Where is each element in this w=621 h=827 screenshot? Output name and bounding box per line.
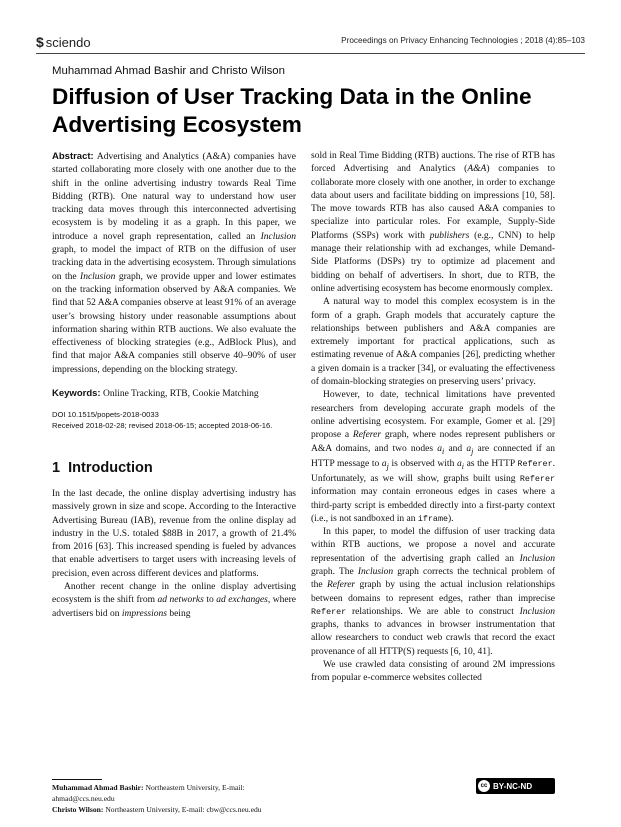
footnote-author-1: Muhammad Ahmad Bashir: Northeastern University, E-mail: ahmad@ccs.neu.edu [52, 783, 245, 803]
doi-link[interactable]: DOI 10.1515/popets-2018-0033 [52, 410, 159, 420]
keywords-label: Keywords: [52, 388, 101, 400]
section-heading [52, 460, 153, 476]
abstract-label: Abstract: [52, 151, 94, 162]
right-column [311, 150, 555, 686]
right-paragraph-5: We use crawled data consisting of around 2M impressions from popular e-commerce websites collected [311, 660, 555, 684]
page-header [36, 34, 585, 52]
header-divider [36, 53, 585, 54]
footnote-divider [52, 779, 102, 780]
author-list: Muhammad Ahmad Bashir and Christo Wilson [52, 65, 285, 77]
author-affiliations [52, 783, 296, 817]
keywords [52, 387, 296, 401]
journal-citation: Proceedings on Privacy Enhancing Technologies ; 2018 (4):85–103 [341, 36, 585, 45]
right-paragraph-4: In this paper, to model the diffusion of user tracking data within RTB auctions, we propose a novel and accurate representation of the advertising graph called an Inclusion graph. The Inclusion graph corrects the technical problem of the Referer graph by using the actual inclusion relationships between domains to represent edges, rather than imprecise Referer relationships. We are able to construct Inclusion graphs, thanks to advances in browser instrumentation that allow researchers to conduct web crawls that record the exact provenance of all HTTP(S) requests [6, 10, 41]. [311, 527, 555, 657]
footnote-author-2: Christo Wilson: Northeastern University, E-mail: cbw@ccs.neu.edu [52, 805, 262, 815]
right-paragraph-3: However, to date, technical limitations have prevented researchers from developing accurate graph models of the online advertising ecosystem. For example, Gomer et al. [29] propose a Referer graph, where nodes represent publishers or A&A domains, and two nodes $a_i$ and $a_j$ are connected if an HTTP message to $a_j$ is observed with $a_i$ as the HTTP Referer. Unfortunately, as we will show, graphs built using Referer information may contain erroneous edges in cases where a third-party script is embedded directly into a first-party context (i.e., is not sandboxed in an iframe). [311, 390, 556, 524]
sciendo-logo-icon: $ [36, 34, 43, 50]
publisher-name: sciendo [45, 34, 91, 50]
keywords-text: Online Tracking, RTB, Cookie Matching [100, 389, 259, 400]
paper-title: Diffusion of User Tracking Data in the Online Advertising Ecosystem [52, 84, 532, 137]
right-paragraph-2: A natural way to model this complex ecosystem is in the form of a graph. Graph models that accurately capture the relationships between publishers and A&A companies are extremely important for practical applications, such as estimating revenue of A&A companies [26], predicting whether a given domain is a tracker [34], or evaluating the effectiveness of domain-blocking strategies on preserving users’ privacy. [311, 297, 555, 388]
section-number: 1 [52, 460, 61, 476]
introduction-text [52, 488, 296, 621]
received-dates: Received 2018-02-28; revised 2018-06-15; accepted 2018-06-16. [52, 421, 273, 431]
license-label: BY-NC-ND [493, 781, 533, 791]
intro-paragraph-2: Another recent change in the online display advertising ecosystem is the shift from ad networks to ad exchanges, where advertisers bid on impressions being [52, 582, 296, 619]
intro-paragraph-1: In the last decade, the online display advertising industry has massively grown in size and scope. According to the Interactive Advertising Bureau (IAB), revenue from the online display ad industry in the U.S. totaled $88B in 2017, a growth of 21.4% from 2016 [63]. This increased spending is fueled by advances that enable advertisers to target users with increasing levels of precision, even across different devices and platforms. [52, 489, 296, 579]
publisher-logo[interactable] [36, 34, 91, 50]
abstract: Abstract: Advertising and Analytics (A&A) companies have started collaborating more closely with one another due to the shift in the online advertising industry towards Real Time Bidding (RTB). One natural way to understand how user tracking data moves through this interconnected advertising ecosystem is by modeling it as a graph. In this paper, we introduce a novel graph representation, called an Inclusion graph, to model the impact of RTB on the diffusion of user tracking data in the advertising ecosystem. Through simulations on the Inclusion graph, we provide upper and lower estimates on the tracking information observed by A&A companies. We find that 52 A&A companies observe at least 91% of an average user’s browsing history under reasonable assumptions about information sharing within RTB auctions. We also evaluate the effectiveness of blocking strategies (e.g., AdBlock Plus), and find that major A&A companies still observe 40–90% of user impressions, depending on the blocking strategy. [52, 151, 297, 375]
section-title: Introduction [68, 460, 153, 476]
cc-license-badge[interactable] [476, 778, 555, 794]
left-column [52, 150, 296, 431]
creative-commons-icon: cc [478, 780, 490, 792]
right-paragraph-1: sold in Real Time Bidding (RTB) auctions. The rise of RTB has forced Advertising and Analytics (A&A) companies to collaborate more closely with one another, in order to exchange data about users and facilitate bidding on impressions [10, 58]. The move towards RTB has also caused A&A companies to specialize into particular roles. For example, Supply-Side Platforms (SSPs) work with publishers (e.g., CNN) to help manage their relationship with ad exchanges, while Demand-Side Platforms (DSPs) try to optimize ad placement and bidding on behalf of advertisers. In short, due to RTB, the online advertising ecosystem has become enormously complex. [311, 151, 555, 294]
